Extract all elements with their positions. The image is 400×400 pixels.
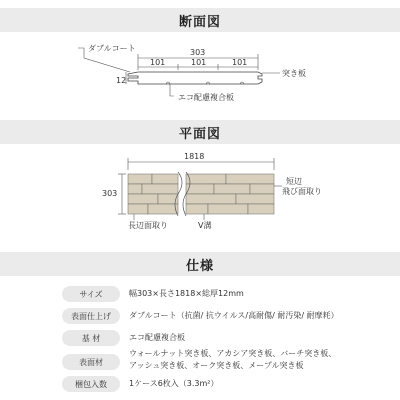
plan-title: 平面図 bbox=[178, 126, 221, 142]
tongue-board-label: 突き板 bbox=[282, 69, 306, 78]
plan-width-value: 303 bbox=[102, 189, 118, 198]
spec-header bbox=[0, 252, 400, 276]
length-value: 1818 bbox=[184, 152, 205, 161]
double-coat-label: ダブルコート bbox=[88, 44, 136, 53]
short-edge-label: 短辺 bbox=[286, 177, 302, 186]
long-edge-label: 長辺面取り bbox=[128, 221, 168, 230]
plan-header bbox=[0, 120, 400, 144]
cross-section-diagram bbox=[0, 36, 400, 116]
spec-label: 基 材 bbox=[62, 330, 120, 346]
v-groove-label: V溝 bbox=[198, 221, 212, 230]
segment-2-value: 101 bbox=[191, 58, 207, 67]
cross-section-header bbox=[0, 8, 400, 32]
width-value: 303 bbox=[190, 48, 206, 57]
thickness-value: 12 bbox=[116, 76, 127, 85]
spec-value: エコ配慮複合板 bbox=[129, 333, 185, 342]
segment-3-value: 101 bbox=[232, 58, 248, 67]
spec-title: 仕様 bbox=[185, 258, 214, 274]
eco-board-label: エコ配慮複合板 bbox=[178, 93, 234, 102]
spec-value-2: アッシュ突き板、オーク突き板、メープル突き板 bbox=[129, 361, 304, 370]
spec-value: ダブルコート（抗菌/ 抗ウイルス/高耐傷/ 耐汚染/ 耐摩耗） bbox=[129, 311, 339, 320]
spec-label: 梱包入数 bbox=[62, 376, 120, 392]
cross-section-title: 断面図 bbox=[178, 14, 221, 30]
segment-1-value: 101 bbox=[150, 58, 166, 67]
spec-value: ウォールナット突き板、アカシア突き板、バーチ突き板、 bbox=[129, 349, 337, 358]
spec-value: 幅303×長さ1818×総厚12mm bbox=[129, 289, 244, 298]
spec-label: サイズ bbox=[62, 286, 120, 302]
board-right bbox=[186, 174, 274, 214]
spec-label: 表面仕上げ bbox=[62, 308, 120, 324]
spec-label: 表面材 bbox=[62, 354, 120, 370]
short-edge-chamfer-label: 飛び面取り bbox=[282, 187, 322, 196]
spec-value: 1ケース6枚入（3.3m²） bbox=[129, 379, 219, 388]
board-left bbox=[128, 174, 178, 214]
plan-diagram bbox=[0, 148, 400, 243]
